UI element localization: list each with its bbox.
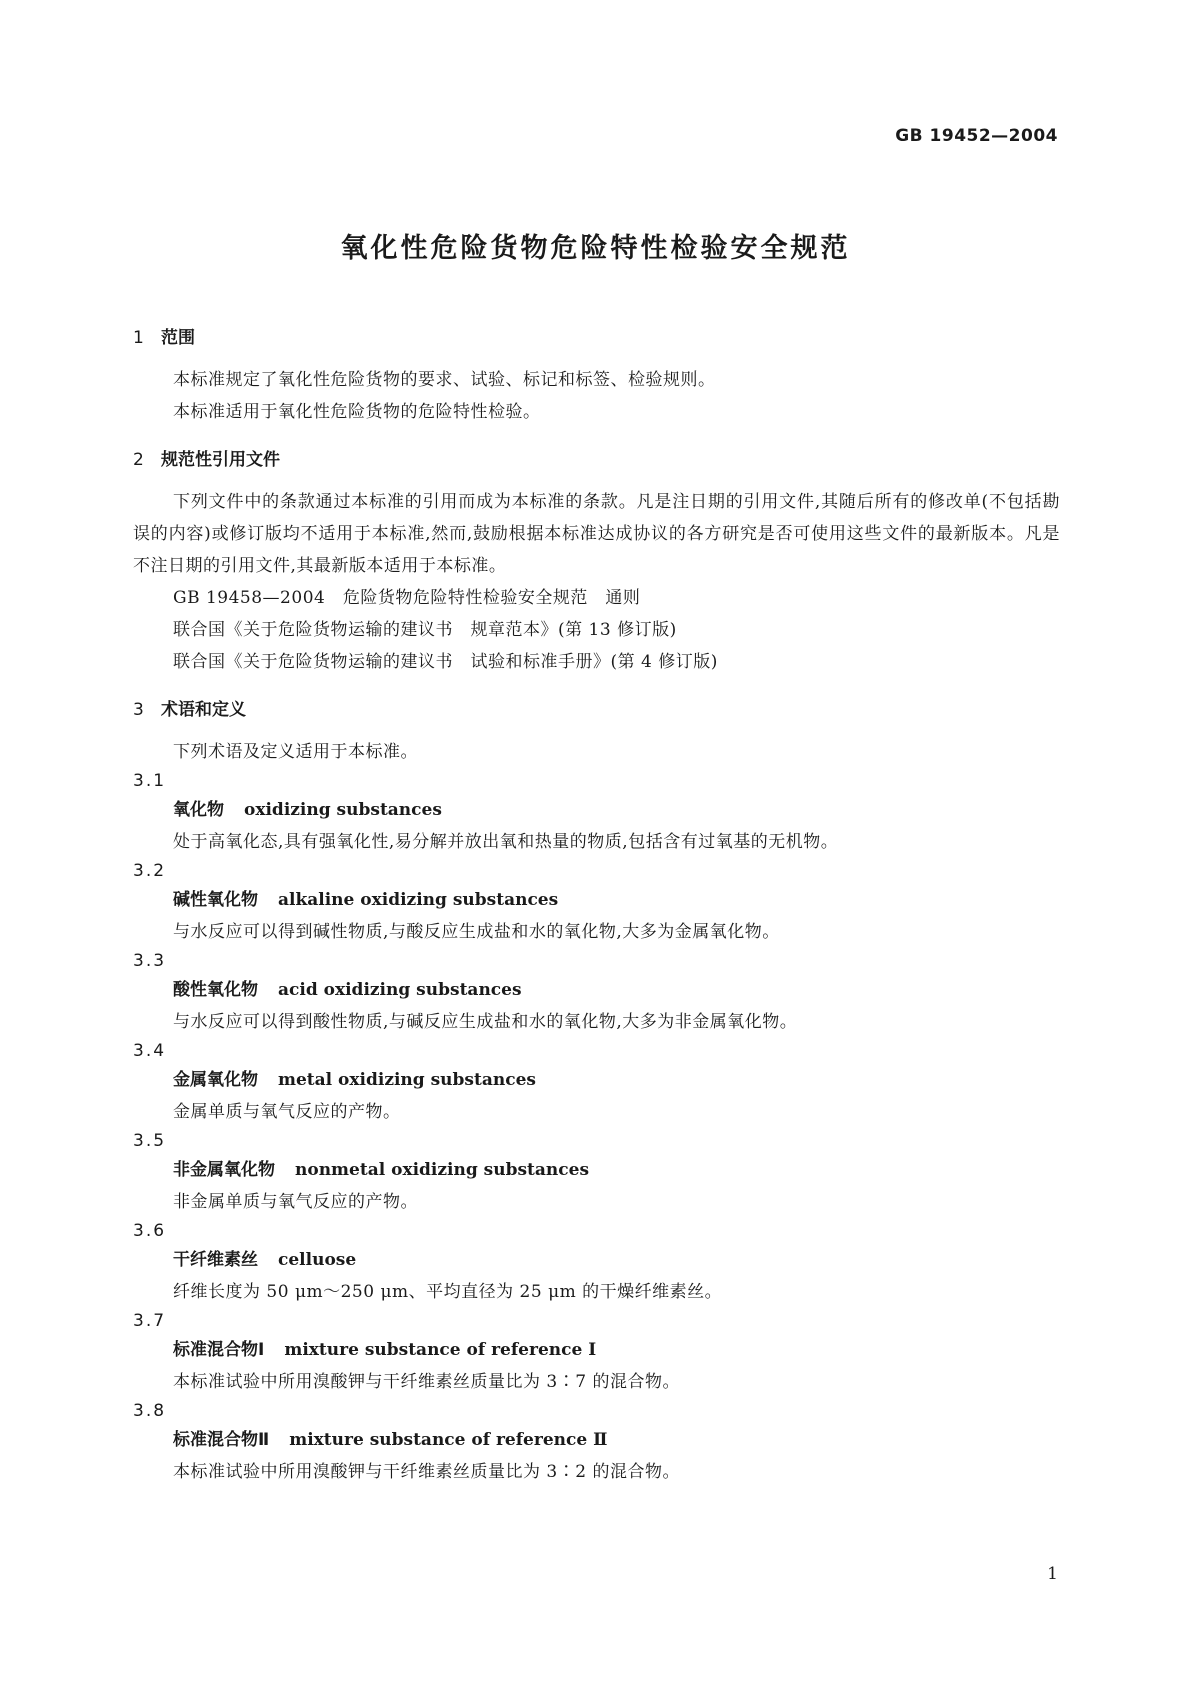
term-name — [133, 974, 1060, 1006]
section-1-heading — [133, 326, 1060, 350]
term-name-zh: 金属氧化物 — [173, 1070, 258, 1090]
term-name-zh: 氧化物 — [173, 800, 224, 820]
document-title: 氧化性危险货物危险特性检验安全规范 — [340, 233, 851, 264]
term-name-en: mixture substance of reference Ⅱ — [289, 1430, 608, 1450]
term-number: 3.8 — [133, 1401, 167, 1421]
term-entry — [133, 768, 1060, 858]
term-name — [133, 1424, 1060, 1456]
term-name-en: alkaline oxidizing substances — [278, 890, 559, 910]
term-definition: 本标准试验中所用溴酸钾与干纤维素丝质量比为 3∶7 的混合物。 — [173, 1372, 680, 1392]
reference-item: 联合国《关于危险货物运输的建议书 试验和标准手册》(第 4 修订版) — [173, 652, 718, 672]
section-2-heading — [133, 448, 1060, 472]
paragraph: 本标准适用于氧化性危险货物的危险特性检验。 — [173, 402, 541, 422]
paragraph: 下列术语及定义适用于本标准。 — [173, 742, 418, 762]
term-name-zh: 干纤维素丝 — [173, 1250, 258, 1270]
term-name-en: acid oxidizing substances — [278, 980, 522, 1000]
term-name — [133, 884, 1060, 916]
section-number: 2 — [133, 450, 144, 470]
term-number: 3.7 — [133, 1311, 167, 1331]
document-body — [133, 326, 1060, 1488]
term-number: 3.4 — [133, 1041, 167, 1061]
term-entry — [133, 858, 1060, 948]
page-number: 1 — [1047, 1564, 1058, 1584]
term-name-zh: 酸性氧化物 — [173, 980, 258, 1000]
reference-item: GB 19458—2004 危险货物危险特性检验安全规范 通则 — [173, 588, 641, 608]
term-name — [133, 1334, 1060, 1366]
term-definition: 非金属单质与氧气反应的产物。 — [173, 1192, 418, 1212]
term-entry — [133, 948, 1060, 1038]
term-number: 3.6 — [133, 1221, 167, 1241]
term-number: 3.3 — [133, 951, 167, 971]
section-title: 范围 — [161, 328, 195, 348]
term-entry — [133, 1218, 1060, 1308]
section-title: 术语和定义 — [161, 700, 246, 720]
term-number: 3.1 — [133, 771, 167, 791]
reference-item: 联合国《关于危险货物运输的建议书 规章范本》(第 13 修订版) — [173, 620, 677, 640]
term-definition: 金属单质与氧气反应的产物。 — [173, 1102, 401, 1122]
term-entry — [133, 1128, 1060, 1218]
paragraph: 下列文件中的条款通过本标准的引用而成为本标准的条款。凡是注日期的引用文件,其随后所有的修改单(不包括勘误的内容)或修订版均不适用于本标准,然而,鼓励根据本标准达成协议的各方研究是否可使用这些文件的最新版本。凡是不注日期的引用文件,其最新版本适用于本标准。 — [133, 492, 1060, 576]
term-number: 3.5 — [133, 1131, 167, 1151]
term-number: 3.2 — [133, 861, 167, 881]
term-name-zh: 非金属氧化物 — [173, 1160, 275, 1180]
term-name-zh: 标准混合物Ⅱ — [173, 1430, 270, 1450]
term-entry — [133, 1308, 1060, 1398]
term-definition: 本标准试验中所用溴酸钾与干纤维素丝质量比为 3∶2 的混合物。 — [173, 1462, 680, 1482]
term-definition: 与水反应可以得到碱性物质,与酸反应生成盐和水的氧化物,大多为金属氧化物。 — [173, 922, 780, 942]
term-name — [133, 1244, 1060, 1276]
term-name-en: oxidizing substances — [244, 800, 442, 820]
term-name — [133, 1154, 1060, 1186]
term-definition: 纤维长度为 50 μm～250 μm、平均直径为 25 μm 的干燥纤维素丝。 — [173, 1282, 723, 1302]
paragraph: 本标准规定了氧化性危险货物的要求、试验、标记和标签、检验规则。 — [173, 370, 716, 390]
section-number: 3 — [133, 700, 144, 720]
section-number: 1 — [133, 328, 144, 348]
term-name-en: metal oxidizing substances — [278, 1070, 536, 1090]
term-name-en: nonmetal oxidizing substances — [295, 1160, 590, 1180]
term-name-en: celluose — [278, 1250, 357, 1270]
standard-code: GB 19452—2004 — [895, 126, 1058, 146]
term-name-en: mixture substance of reference Ⅰ — [284, 1340, 597, 1360]
term-definition: 与水反应可以得到酸性物质,与碱反应生成盐和水的氧化物,大多为非金属氧化物。 — [173, 1012, 798, 1032]
term-entry — [133, 1398, 1060, 1488]
term-name — [133, 1064, 1060, 1096]
section-3-heading — [133, 698, 1060, 722]
term-entry — [133, 1038, 1060, 1128]
term-name — [133, 794, 1060, 826]
section-title: 规范性引用文件 — [161, 450, 280, 470]
term-name-zh: 碱性氧化物 — [173, 890, 258, 910]
term-definition: 处于高氧化态,具有强氧化性,易分解并放出氧和热量的物质,包括含有过氧基的无机物。 — [173, 832, 839, 852]
term-name-zh: 标准混合物Ⅰ — [173, 1340, 265, 1360]
